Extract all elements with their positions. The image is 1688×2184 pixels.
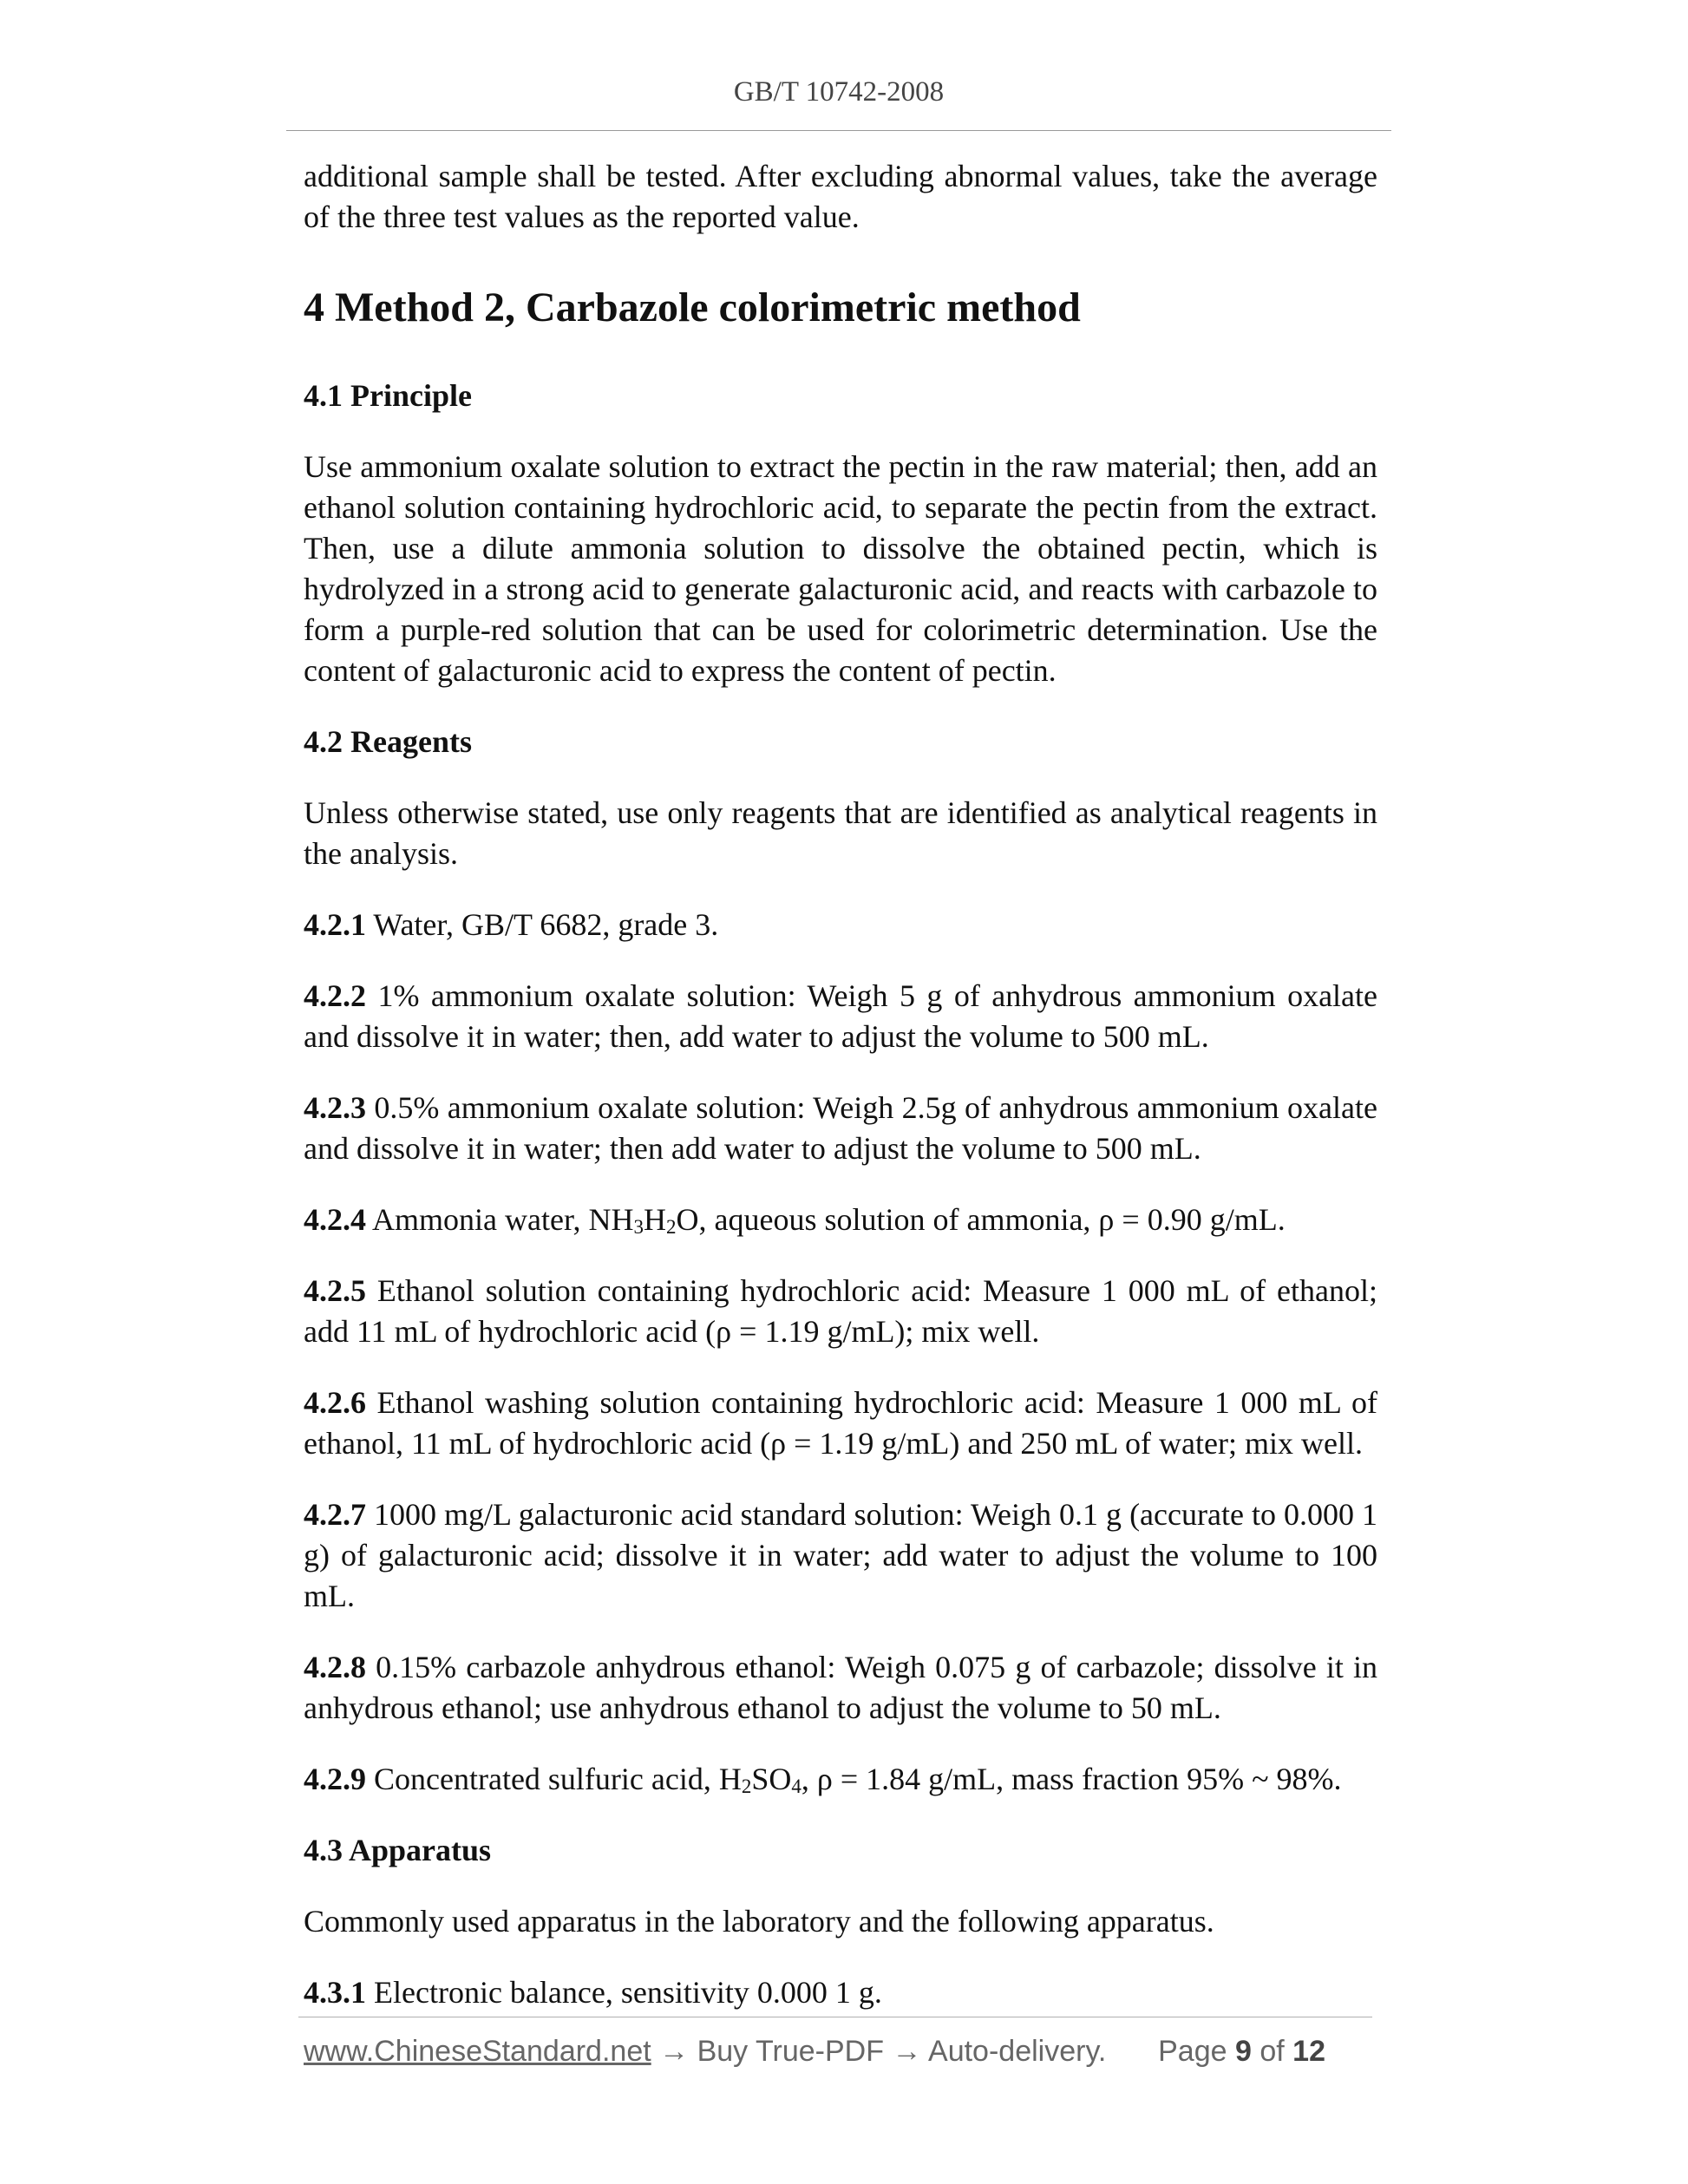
page-content (304, 156, 1377, 2013)
reagent-item-text: 1% ammonium oxalate solution: Weigh 5 g of anhydrous ammonium oxalate and dissolve it in water; then, add water to adjust the volume to 500 mL. (304, 978, 1378, 1054)
reagent-item (304, 976, 1377, 1057)
reagent-item (304, 1088, 1377, 1169)
reagent-item (304, 1383, 1377, 1464)
reagent-item-number: 4.2.7 (304, 1497, 366, 1532)
reagent-item-text: 1000 mg/L galacturonic acid standard solution: Weigh 0.1 g (accurate to 0.000 1 g) of galacturonic acid; dissolve it in water; add water to adjust the volume to 100 mL. (304, 1497, 1377, 1613)
reagent-item-text: Ammonia water, $NH_3H_2O$, aqueous solution of ammonia, ρ = 0.90 g/mL. (372, 1202, 1286, 1238)
reagent-item (304, 1200, 1377, 1240)
apparatus-item-text: Electronic balance, sensitivity 0.000 1 g. (374, 1975, 882, 2010)
reagent-item (304, 1647, 1377, 1729)
auto-delivery-text: Auto-delivery. (928, 2035, 1107, 2068)
reagent-item-number: 4.2.3 (304, 1090, 366, 1125)
reagent-item-text: Ethanol solution containing hydrochloric acid: Measure 1 000 mL of ethanol; add 11 mL of hydrochloric acid (ρ = 1.19 g/mL); mix well. (304, 1273, 1377, 1349)
section-4-2-heading: 4.2 Reagents (304, 724, 472, 759)
running-header (286, 73, 1391, 131)
page-current: 9 (1234, 2035, 1252, 2068)
reagent-item-number: 4.2.6 (304, 1385, 366, 1420)
buy-true-pdf-text: Buy True-PDF (697, 2035, 884, 2068)
arrow-right-icon: → (892, 2035, 922, 2068)
reagent-item-number: 4.2.1 (304, 907, 366, 942)
reagent-item-number: 4.2.4 (304, 1202, 366, 1237)
reagent-item (304, 1759, 1377, 1800)
reagent-item-number: 4.2.9 (304, 1762, 366, 1796)
intro-paragraph: additional sample shall be tested. After excluding abnormal values, take the average of the three test values as the reported value. (304, 159, 1377, 234)
page-total: 12 (1292, 2035, 1325, 2068)
reagent-item (304, 905, 1377, 945)
reagent-item-text: Concentrated sulfuric acid, $H_2SO_4$, ρ = 1.84 g/mL, mass fraction 95% ~ 98%. (374, 1762, 1342, 1797)
reagents-intro-paragraph: Unless otherwise stated, use only reagents that are identified as analytical reagents in the analysis. (304, 795, 1377, 871)
page-indicator (1158, 2031, 1325, 2071)
page-of: of (1259, 2035, 1285, 2068)
page-footer (304, 2031, 1376, 2071)
header-doc-code: GB/T 10742-2008 (733, 76, 945, 108)
section-4-heading: 4 Method 2, Carbazole colorimetric method (304, 284, 1081, 330)
site-link[interactable]: www.ChineseStandard.net (304, 2035, 651, 2068)
reagent-item-text: Water, GB/T 6682, grade 3. (373, 907, 719, 942)
reagent-item-text: 0.5% ammonium oxalate solution: Weigh 2.5g of anhydrous ammonium oxalate and dissolve it in water; then add water to adjust the volume to 500 mL. (304, 1090, 1377, 1166)
page-word: Page (1158, 2035, 1227, 2068)
apparatus-intro-paragraph: Commonly used apparatus in the laboratory and the following apparatus. (304, 1904, 1214, 1939)
section-4-1-heading: 4.1 Principle (304, 378, 472, 413)
arrow-right-icon: → (659, 2035, 690, 2068)
reagent-item (304, 1271, 1377, 1352)
reagent-item-text: 0.15% carbazole anhydrous ethanol: Weigh 0.075 g of carbazole; dissolve it in anhydrous ethanol; use anhydrous ethanol to adjust the volume to 50 mL. (304, 1650, 1377, 1725)
reagent-item (304, 1494, 1377, 1617)
reagent-item-number: 4.2.2 (304, 978, 366, 1013)
principle-paragraph: Use ammonium oxalate solution to extract the pectin in the raw material; then, add an ethanol solution containing hydrochloric acid, to separate the pectin from the extract. Then, use a dilute ammonia solution to dissolve the obtained pectin, which is hydrolyzed in a strong acid to generate galacturonic acid, and reacts with carbazole to form a purple-red solution that can be used for colorimetric determination. Use the content of galacturonic acid to express the content of pectin. (304, 449, 1377, 688)
section-4-3-heading: 4.3 Apparatus (304, 1833, 492, 1867)
reagent-item-text: Ethanol washing solution containing hydrochloric acid: Measure 1 000 mL of ethanol, 11 mL of hydrochloric acid (ρ = 1.19 g/mL) and 250 mL of water; mix well. (304, 1385, 1377, 1461)
reagent-item-number: 4.2.8 (304, 1650, 366, 1684)
apparatus-item-number: 4.3.1 (304, 1975, 366, 2010)
apparatus-item (304, 1972, 1377, 2013)
reagent-item-number: 4.2.5 (304, 1273, 366, 1308)
